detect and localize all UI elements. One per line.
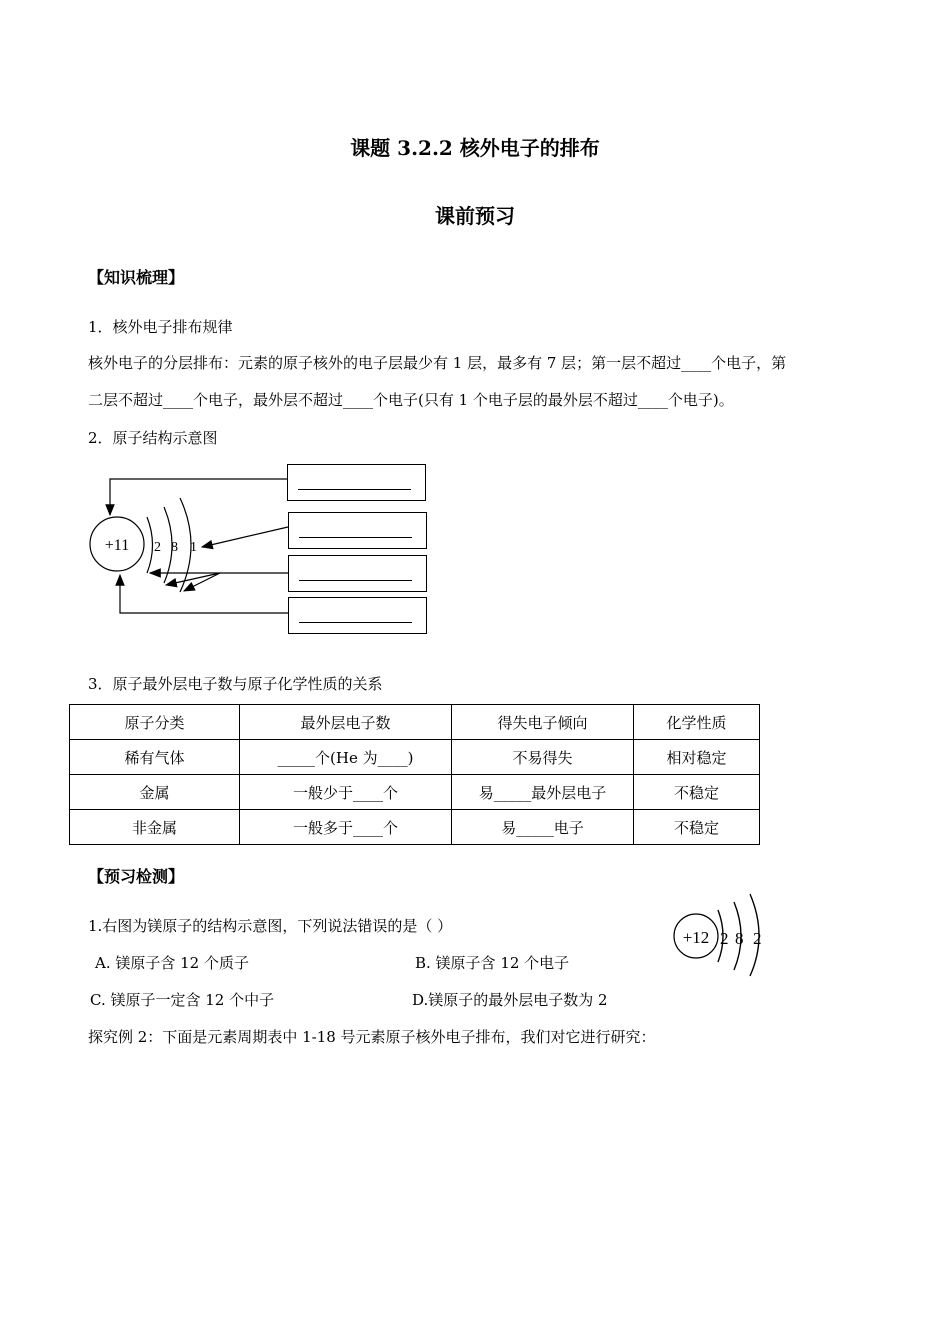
nucleus-label: +11 [104, 537, 130, 554]
table-cell: 相对稳定 [634, 740, 760, 775]
diagram-answer-box-1[interactable] [287, 464, 426, 501]
item1-line1: 核外电子的分层排布：元素的原子核外的电子层最少有 1 层，最多有 7 层；第一层不超过____个电子，第 [88, 354, 787, 372]
option-a[interactable]: A. 镁原子含 12 个质子 [95, 954, 249, 972]
mg-shell1-count: 2 [720, 929, 729, 948]
table-cell: 不易得失 [452, 740, 634, 775]
diagram-answer-box-4[interactable] [288, 597, 427, 634]
table-cell: 一般多于____个 [240, 810, 452, 845]
table-header: 得失电子倾向 [452, 705, 634, 740]
table-cell: 金属 [70, 775, 240, 810]
table-cell: 易_____电子 [452, 810, 634, 845]
page-subtitle: 课前预习 [435, 204, 515, 228]
table-cell: 一般少于____个 [240, 775, 452, 810]
item1-line2: 二层不超过____个电子，最外层不超过____个电子(只有 1 个电子层的最外层不超过____个电子)。 [88, 391, 734, 409]
table-cell: 稀有气体 [70, 740, 240, 775]
section-heading-preview-check: 【预习检测】 [88, 867, 185, 886]
explore-example-2: 探究例 2：下面是元素周期表中 1-18 号元素原子核外电子排布，我们对它进行研究： [88, 1028, 656, 1046]
section-heading-knowledge: 【知识梳理】 [88, 268, 185, 287]
diagram-answer-box-3[interactable] [288, 555, 427, 592]
option-d[interactable]: D.镁原子的最外层电子数为 2 [412, 991, 608, 1009]
table-row [70, 810, 760, 845]
option-b[interactable]: B. 镁原子含 12 个电子 [415, 954, 570, 972]
mg-nucleus-label: +12 [682, 928, 710, 947]
mg-shell2-count: 8 [735, 929, 744, 948]
table-row [70, 740, 760, 775]
item2-title: 2．原子结构示意图 [88, 429, 218, 447]
table-header: 原子分类 [70, 705, 240, 740]
shell3-count: 1 [190, 540, 197, 555]
table-cell: 不稳定 [634, 810, 760, 845]
table-header-row [70, 705, 760, 740]
table-header: 化学性质 [634, 705, 760, 740]
shell1-count: 2 [154, 540, 161, 555]
table-cell: 非金属 [70, 810, 240, 845]
table-header: 最外层电子数 [240, 705, 452, 740]
table-row [70, 775, 760, 810]
table-cell: 易_____最外层电子 [452, 775, 634, 810]
table-cell: 不稳定 [634, 775, 760, 810]
page-title: 课题 3.2.2 核外电子的排布 [350, 136, 600, 160]
question-1: 1.右图为镁原子的结构示意图，下列说法错误的是（ ） [88, 917, 453, 935]
relationship-table [69, 704, 760, 845]
diagram-answer-box-2[interactable] [288, 512, 427, 549]
shell2-count: 8 [171, 540, 178, 555]
mg-shell3-count: 2 [753, 929, 762, 948]
magnesium-atom-diagram [672, 888, 772, 978]
table-cell: _____个(He 为____) [240, 740, 452, 775]
option-c[interactable]: C. 镁原子一定含 12 个中子 [90, 991, 275, 1009]
item3-title: 3．原子最外层电子数与原子化学性质的关系 [88, 675, 383, 693]
item1-title: 1．核外电子排布规律 [88, 318, 233, 336]
